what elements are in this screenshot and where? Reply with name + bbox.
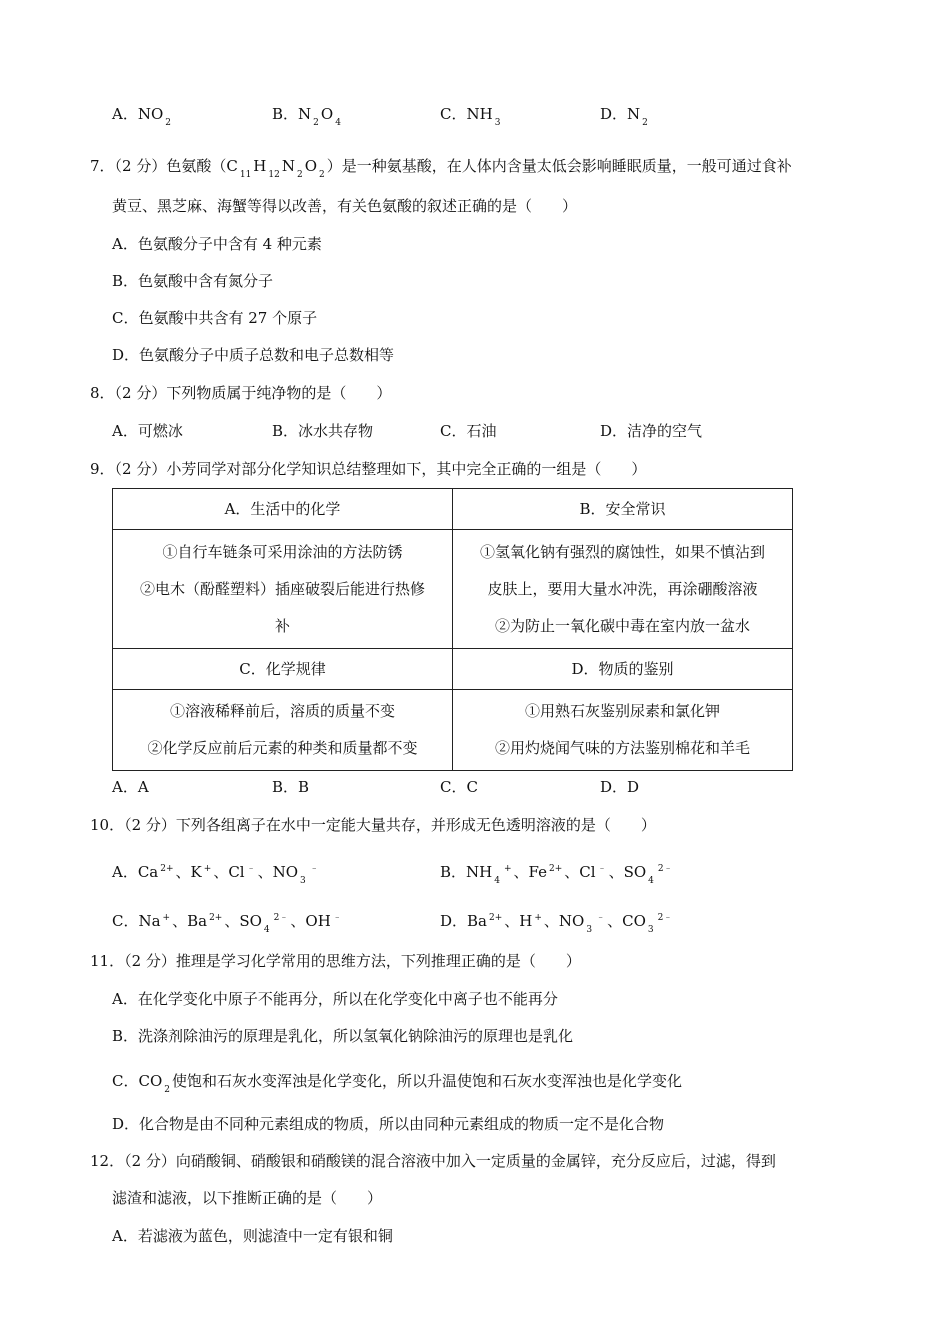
q7-stem-line1: 7．（2 分）色氨酸（C $_{11}$ H $_{12}$ N $_2$ O $_2$ ）是一种氨基酸，在人体内含量太低会影响睡眠质量，一般可通过食补: [90, 157, 792, 180]
q6-option-a: A．NO $_2$: [112, 105, 171, 128]
table-cell-c-line1: ①溶液稀释前后，溶质的质量不变: [169, 702, 395, 720]
table-cell-d: [453, 690, 793, 771]
table-header-d: D．物质的鉴别: [453, 649, 793, 690]
q10-option-a: A．Ca $^{2+}$ 、K + 、Cl ﹣ 、NO $_3$﹣: [112, 863, 319, 886]
q11-option-c: C．CO $_2$ 使饱和石灰水变浑浊是化学变化，所以升温使饱和石灰水变浑浊也是化学变化: [112, 1072, 683, 1095]
q9-option-b: B．B: [272, 778, 310, 796]
q7-stem-line2: 黄豆、黑芝麻、海蟹等得以改善，有关色氨酸的叙述正确的是（ ）: [112, 197, 578, 215]
table-cell-b: [453, 530, 793, 649]
q8-option-c: C．石油: [440, 422, 497, 440]
q9-stem: 9．（2 分）小芳同学对部分化学知识总结整理如下，其中完全正确的一组是（ ）: [90, 460, 647, 478]
q10-option-d: D．Ba $^{2+}$ 、H + 、NO $_3$﹣ 、CO $_3^{2﹣}$: [440, 912, 673, 935]
q8-stem: 8．（2 分）下列物质属于纯净物的是（ ）: [90, 384, 392, 402]
table-cell-c: [113, 690, 453, 771]
q8-option-a: A．可燃冰: [112, 422, 183, 440]
q7-option-b: B．色氨酸中含有氮分子: [112, 272, 274, 290]
table-cell-a: [113, 530, 453, 649]
q6-option-d: D．N $_2$: [600, 105, 648, 128]
q11-stem: 11．（2 分）推理是学习化学常用的思维方法，下列推理正确的是（ ）: [90, 952, 581, 970]
q6-option-c: C．NH $_3$: [440, 105, 501, 128]
q12-option-a: A．若滤液为蓝色，则滤渣中一定有银和铜: [112, 1227, 393, 1245]
q12-stem-line1: 12．（2 分）向硝酸铜、硝酸银和硝酸镁的混合溶液中加入一定质量的金属锌，充分反应后，过滤，得到: [90, 1152, 776, 1170]
q8-option-d: D．洁净的空气: [600, 422, 703, 440]
table-cell-a-line1: ①自行车链条可采用涂油的方法防锈: [162, 542, 403, 561]
q9-option-a: A．A: [112, 778, 149, 796]
q11-option-a: A．在化学变化中原子不能再分，所以在化学变化中离子也不能再分: [112, 990, 558, 1008]
q7-option-a: A．色氨酸分子中含有 4 种元素: [112, 235, 322, 253]
q9-option-c: C．C: [440, 778, 478, 796]
table-header-a: A．生活中的化学: [113, 489, 453, 530]
q8-option-b: B．冰水共存物: [272, 422, 374, 440]
table-cell-d-line1: ①用熟石灰鉴别尿素和氯化钾: [524, 702, 720, 720]
q9-option-d: D．D: [600, 778, 640, 796]
q10-option-b: B．NH $_4$+ 、Fe $^{2+}$ 、Cl ﹣ 、SO $_4^{2﹣}$: [440, 863, 673, 886]
table-cell-b-line3: ②为防止一氧化碳中毒在室内放一盆水: [494, 616, 750, 635]
q11-option-b: B．洗涤剂除油污的原理是乳化，所以氢氧化钠除油污的原理也是乳化: [112, 1027, 574, 1045]
table-cell-b-line1: ①氢氧化钠有强烈的腐蚀性，如果不慎沾到: [479, 542, 765, 561]
table-header-b: B．安全常识: [453, 489, 793, 530]
q11-option-d: D．化合物是由不同种元素组成的物质，所以由同种元素组成的物质一定不是化合物: [112, 1115, 665, 1133]
q6-option-b: B．N $_2$ O $_4$: [272, 105, 341, 128]
q12-stem-line2: 滤渣和滤液，以下推断正确的是（ ）: [112, 1189, 383, 1207]
table-cell-d-line2: ②用灼烧闻气味的方法鉴别棉花和羊毛: [494, 739, 750, 757]
table-cell-c-line2: ②化学反应前后元素的种类和质量都不变: [147, 739, 418, 757]
q9-knowledge-table: [112, 488, 793, 771]
table-cell-a-line3: 补: [274, 616, 290, 635]
q10-option-c: C．Na + 、Ba $^{2+}$ 、SO $_4^{2﹣}$ 、OH ﹣: [112, 912, 342, 935]
table-cell-a-line2: ②电木（酚醛塑料）插座破裂后能进行热修: [139, 579, 425, 598]
q7-option-c: C．色氨酸中共含有 27 个原子: [112, 309, 318, 327]
q10-stem: 10．（2 分）下列各组离子在水中一定能大量共存，并形成无色透明溶液的是（ ）: [90, 816, 656, 834]
table-cell-b-line2: 皮肤上，要用大量水冲洗，再涂硼酸溶液: [487, 579, 758, 598]
q7-option-d: D．色氨酸分子中质子总数和电子总数相等: [112, 346, 395, 364]
table-header-c: C．化学规律: [113, 649, 453, 690]
